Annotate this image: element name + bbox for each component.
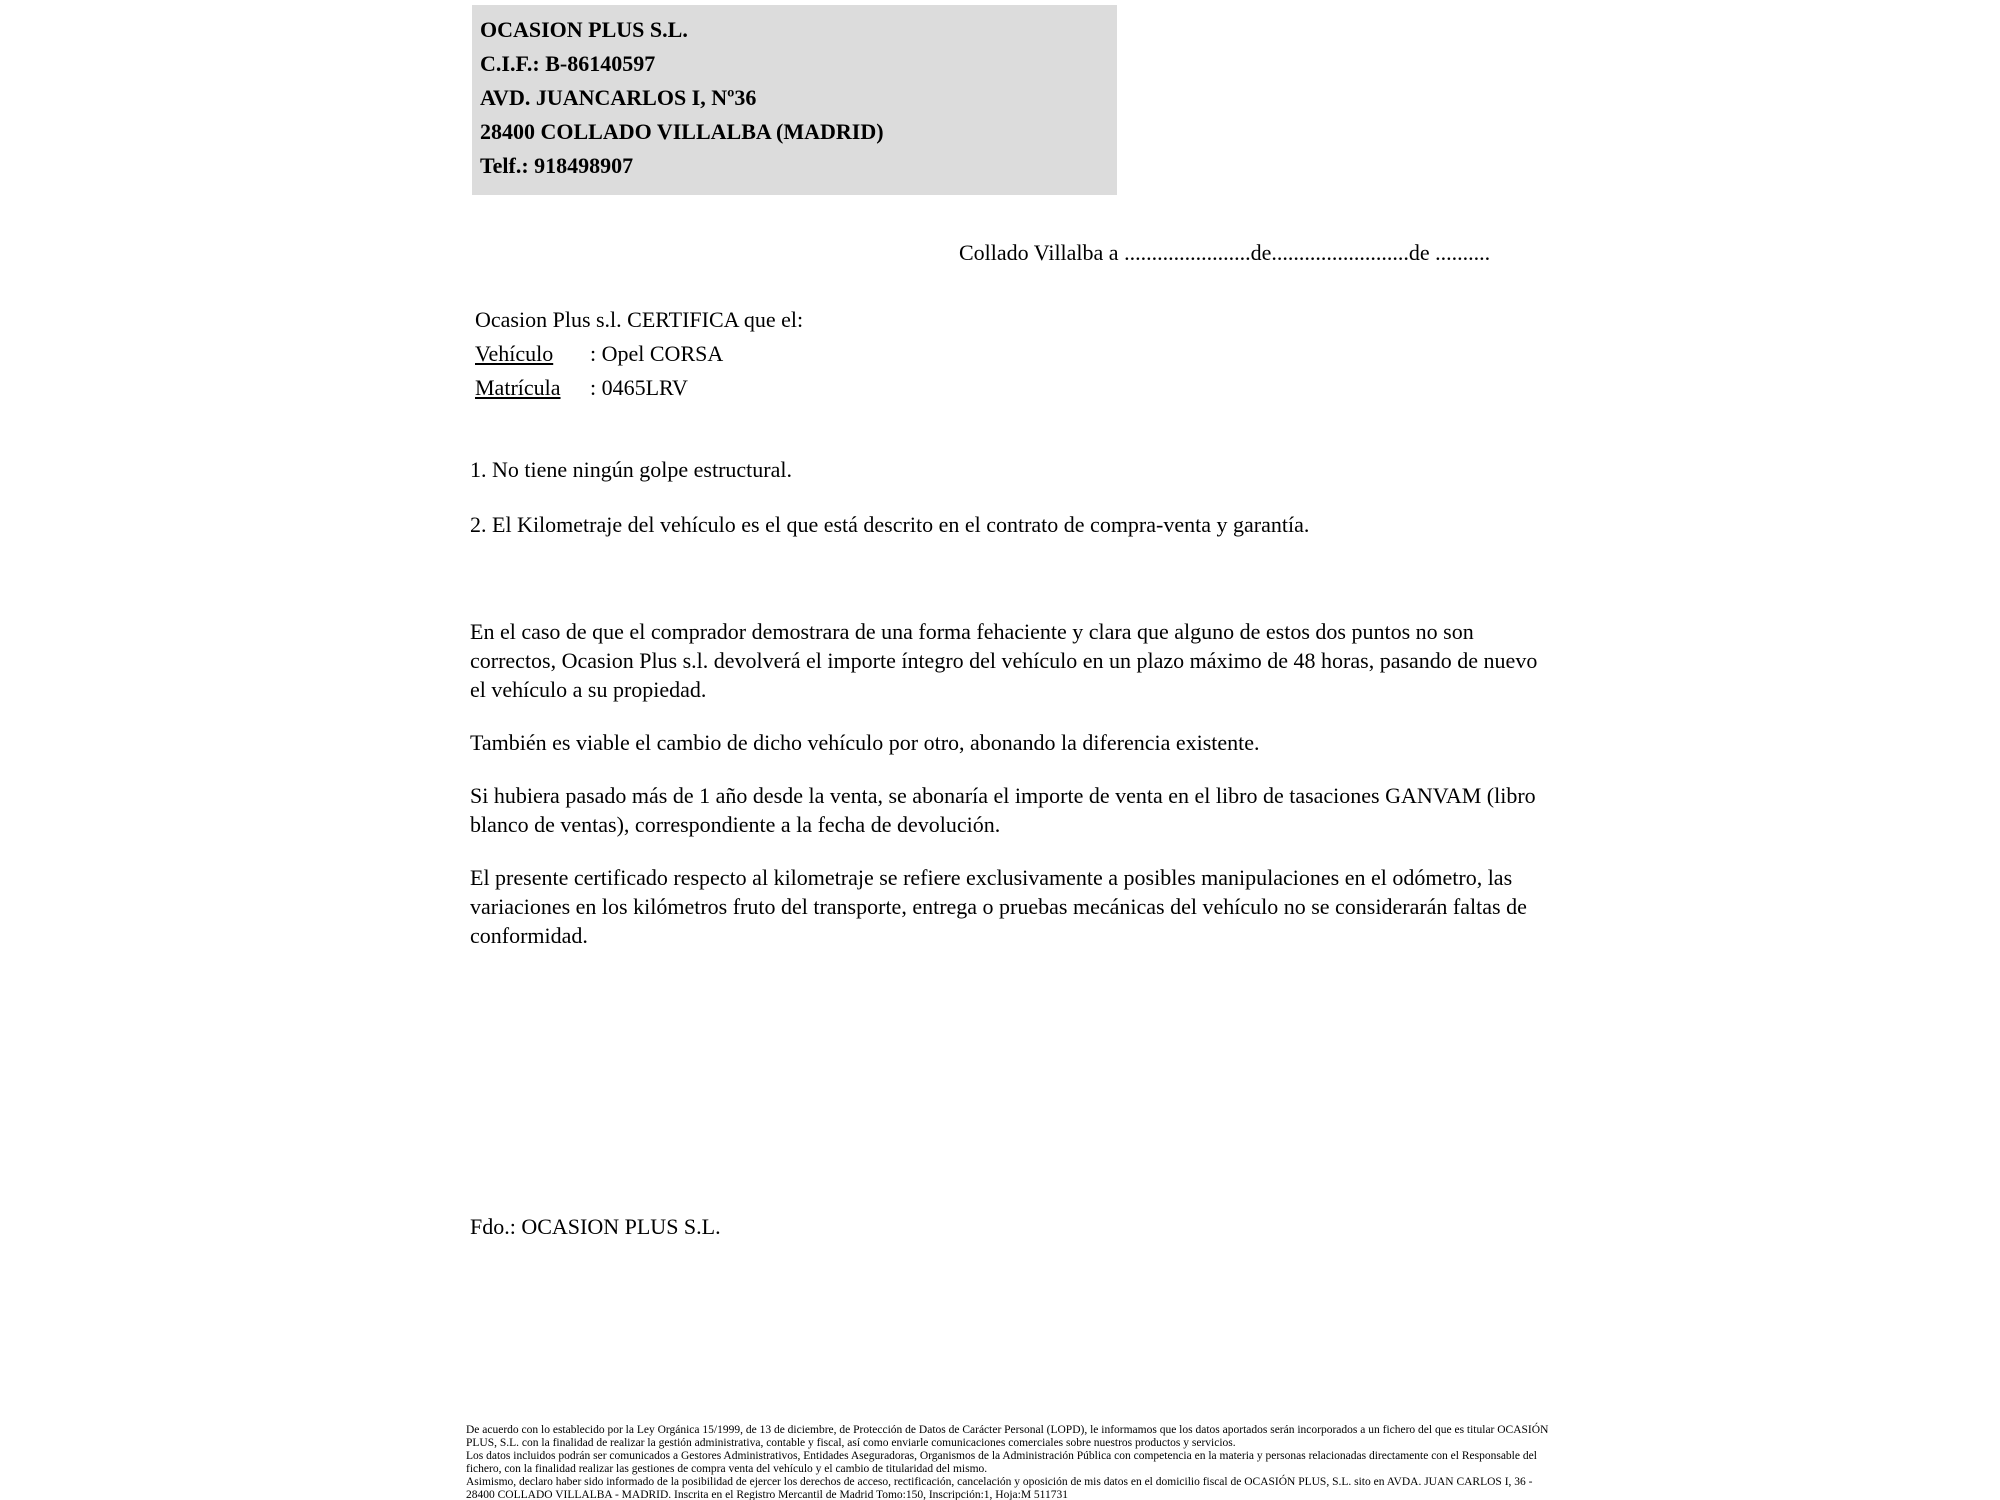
company-phone: Telf.: 918498907 (480, 153, 634, 178)
point-1: 1. No tiene ningún golpe estructural. (470, 457, 792, 482)
date-line: Collado Villalba a .......................de.........................de .......... (959, 240, 1491, 265)
point-2: 2. El Kilometraje del vehículo es el que está descrito en el contrato de compra-venta y garantía. (470, 512, 1310, 537)
paragraph-refund: En el caso de que el comprador demostrara de una forma fehaciente y clara que alguno de estos dos puntos no son correctos, Ocasion Plus s.l. devolverá el importe íntegro del vehículo en un plazo máximo de 48 horas, pasando de nuevo el vehículo a su propiedad. (470, 619, 1538, 702)
paragraph-ganvam: Si hubiera pasado más de 1 año desde la venta, se abonaría el importe de venta en el libro de tasaciones GANVAM (libro blanco de ventas), correspondiente a la fecha de devolución. (470, 783, 1536, 837)
signature-line: Fdo.: OCASION PLUS S.L. (470, 1214, 721, 1239)
legal-paragraph-rights: Asimismo, declaro haber sido informado de la posibilidad de ejercer los derechos de acceso, rectificación, cancelación y oposición de mis datos en el domicilio fiscal de OCASIÓN PLUS, S.L. sito en AVDA. JUAN CARLOS I, 36 - 28400 COLLADO VILLALBA - MADRID. Inscrita en el Registro Mercantil de Madrid Tomo:150, Inscripción:1, Hoja:M 511731 (466, 1476, 1533, 1500)
plate-label: Matrícula (475, 375, 561, 400)
certifies-line: Ocasion Plus s.l. CERTIFICA que el: (475, 307, 804, 332)
vehicle-label: Vehículo (475, 341, 554, 366)
company-cif: C.I.F.: B-86140597 (480, 51, 656, 76)
paragraph-exchange: También es viable el cambio de dicho vehículo por otro, abonando la diferencia existente. (470, 730, 1260, 755)
company-address: AVD. JUANCARLOS I, Nº36 (480, 85, 757, 110)
company-header-box (472, 5, 1117, 195)
company-name: OCASION PLUS S.L. (480, 17, 688, 42)
paragraph-odometer: El presente certificado respecto al kilometraje se refiere exclusivamente a posibles manipulaciones en el odómetro, las variaciones en los kilómetros fruto del transporte, entrega o pruebas mecánicas del vehículo no se considerarán faltas de conformidad. (470, 865, 1527, 948)
certificate-body (470, 455, 1555, 974)
company-city: 28400 COLLADO VILLALBA (MADRID) (480, 119, 884, 144)
legal-footer (466, 1424, 1556, 1500)
legal-paragraph-data-sharing: Los datos incluidos podrán ser comunicados a Gestores Administrativos, Entidades Aseguradoras, Organismos de la Administración Pública con competencia en la materia y personas relacionadas directamente con el Responsable del fichero, con la finalidad realizar las gestiones de compra venta del vehículo y el cambio de titularidad del mismo. (466, 1450, 1537, 1475)
plate-row (475, 371, 803, 405)
plate-value: : 0465LRV (590, 375, 688, 400)
legal-paragraph-lopd: De acuerdo con lo establecido por la Ley Orgánica 15/1999, de 13 de diciembre, de Protección de Datos de Carácter Personal (LOPD), le informamos que los datos aportados serán incorporados a un fichero del que es titular OCASIÓN PLUS, S.L. con la finalidad de realizar la gestión administrativa, contable y fiscal, así como enviarle comunicaciones comerciales sobre nuestros productos y servicios. (466, 1424, 1549, 1449)
vehicle-row (475, 337, 803, 371)
certification-block (475, 303, 803, 405)
vehicle-value: : Opel CORSA (590, 341, 724, 366)
